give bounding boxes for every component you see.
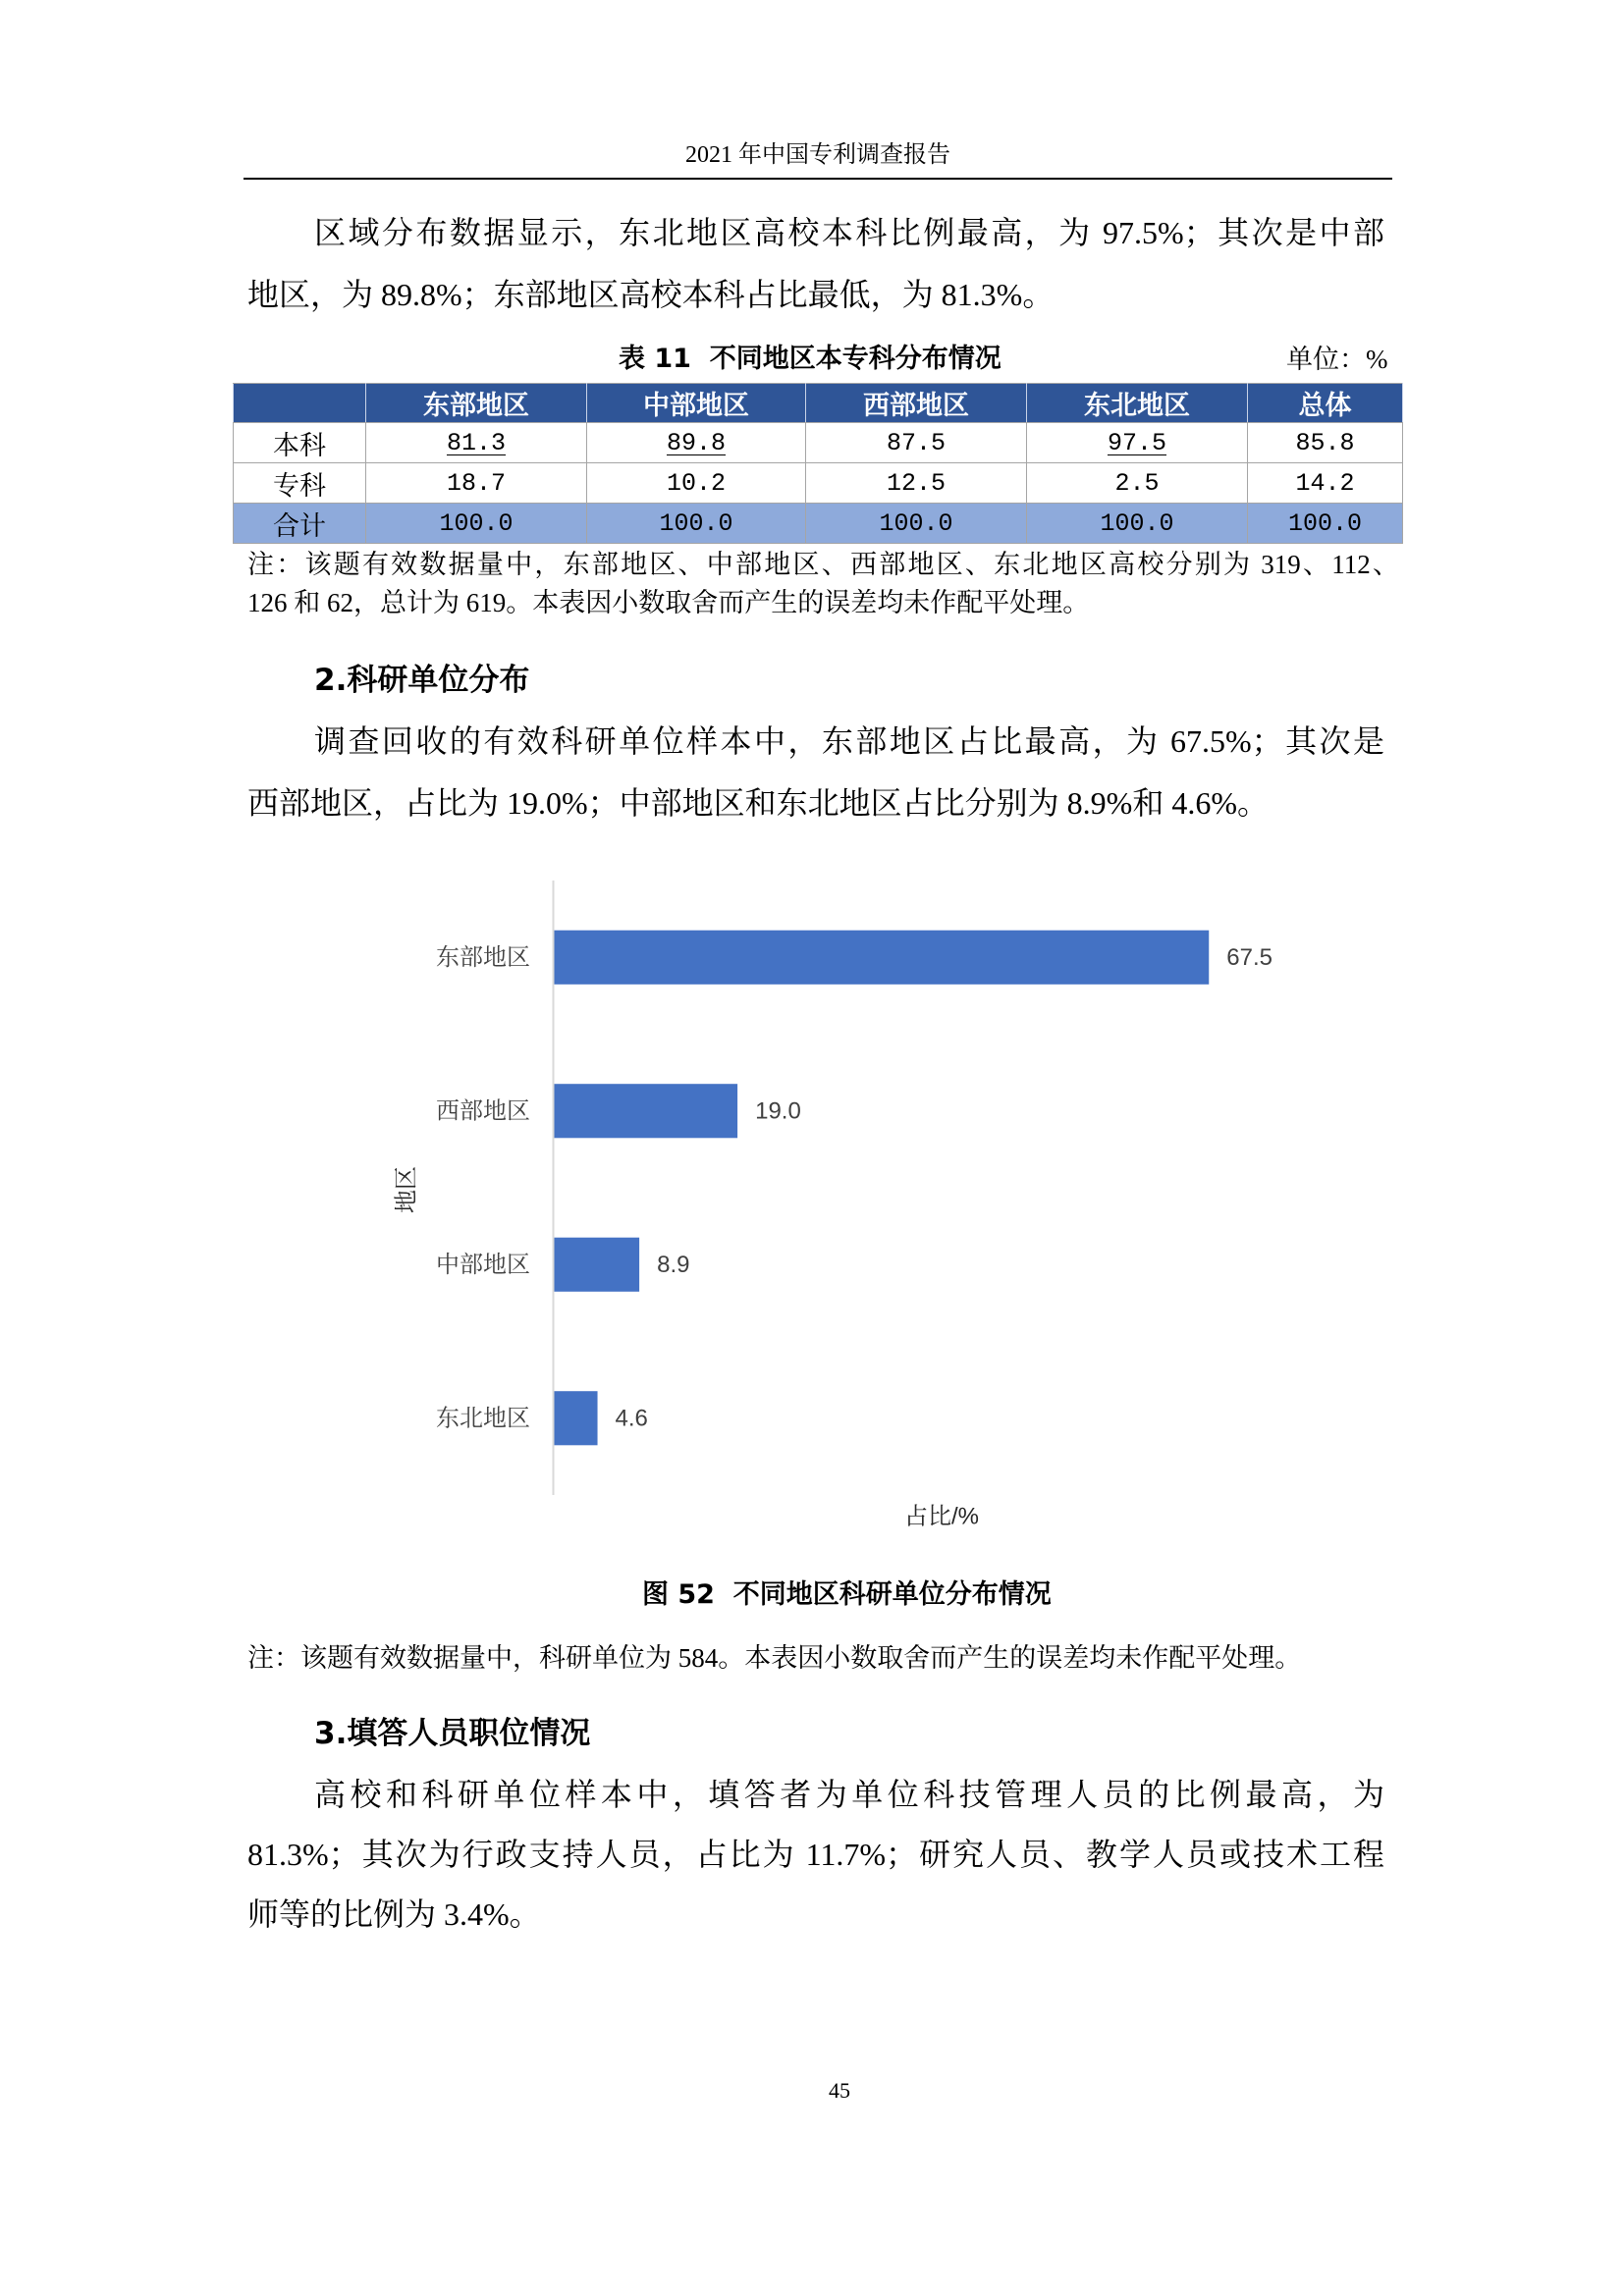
paragraph-line: 地区，为 89.8%；东部地区高校本科占比最低，为 81.3%。 — [247, 277, 1055, 312]
note-line: 注：该题有效数据量中，东部地区、中部地区、西部地区、东北地区高校分别为 319、112、 — [247, 550, 1399, 579]
column-header: 总体 — [1248, 384, 1403, 423]
table-cell: 100.0 — [587, 504, 806, 544]
paragraph-line: 高校和科研单位样本中，填答者为单位科技管理人员的比例最高，为 — [314, 1777, 1384, 1812]
body-paragraph — [247, 202, 1384, 326]
table-cell: 2.5 — [1027, 463, 1248, 504]
table-unit-label: 单位：% — [1286, 345, 1388, 374]
note-line: 注：该题有效数据量中，科研单位为 584。本表因小数取舍而产生的误差均未作配平处理。 — [247, 1643, 1302, 1673]
table-cell: 89.8 — [666, 428, 726, 457]
column-header: 中部地区 — [587, 384, 806, 423]
paragraph-line: 81.3%；其次为行政支持人员，占比为 11.7%；研究人员、教学人员或技术工程 — [247, 1837, 1384, 1872]
paragraph-line: 师等的比例为 3.4%。 — [247, 1896, 541, 1932]
body-paragraph — [247, 711, 1384, 834]
table-header-row — [234, 384, 1403, 423]
row-label: 合计 — [234, 504, 366, 544]
table-cell: 18.7 — [366, 463, 587, 504]
table-row — [234, 423, 1403, 463]
table-cell: 81.3 — [446, 428, 506, 457]
table-total-row — [234, 504, 1403, 544]
header-rule — [244, 178, 1392, 180]
table-cell: 10.2 — [587, 463, 806, 504]
data-label-3: 8.9 — [657, 1251, 690, 1278]
y-axis-title: 地区 — [393, 1166, 420, 1213]
table-cell: 100.0 — [1248, 504, 1403, 544]
data-label-1: 67.5 — [1226, 943, 1272, 971]
category-label-3: 中部地区 — [436, 1251, 530, 1278]
table-cell: 12.5 — [806, 463, 1027, 504]
section-heading: 2.科研单位分布 — [314, 663, 530, 698]
paragraph-line: 调查回收的有效科研单位样本中，东部地区占比最高，为 67.5%；其次是 — [314, 723, 1384, 759]
row-label: 本科 — [234, 423, 366, 463]
bar-4 — [555, 1391, 598, 1445]
column-header: 东北地区 — [1027, 384, 1248, 423]
table-cell: 100.0 — [1027, 504, 1248, 544]
category-label-2: 西部地区 — [436, 1097, 530, 1125]
table-cell: 85.8 — [1295, 428, 1355, 457]
column-header: 东部地区 — [366, 384, 587, 423]
table-note — [247, 546, 1399, 622]
table-cell: 14.2 — [1248, 463, 1403, 504]
column-header: 西部地区 — [806, 384, 1027, 423]
table-caption: 表 11 不同地区本专科分布情况 — [619, 344, 1001, 374]
paragraph-line: 区域分布数据显示，东北地区高校本科比例最高，为 97.5%；其次是中部 — [314, 215, 1384, 250]
running-header: 2021 年中国专利调查报告 — [685, 142, 950, 168]
section-heading: 3.填答人员职位情况 — [314, 1716, 591, 1751]
bar-series — [436, 931, 1272, 1446]
table-cell: 100.0 — [366, 504, 587, 544]
row-label: 专科 — [234, 463, 366, 504]
table-corner-cell — [234, 384, 366, 423]
table-cell: 100.0 — [806, 504, 1027, 544]
bar-2 — [555, 1084, 738, 1138]
table-cell: 97.5 — [1107, 428, 1166, 457]
note-line: 126 和 62，总计为 619。本表因小数取舍而产生的误差均未作配平处理。 — [247, 588, 1090, 617]
body-paragraph — [247, 1765, 1384, 1945]
bar-3 — [555, 1238, 640, 1292]
table-cell: 87.5 — [886, 428, 946, 457]
page-number: 45 — [829, 2078, 850, 2103]
category-label-4: 东北地区 — [436, 1405, 530, 1432]
data-label-2: 19.0 — [755, 1097, 801, 1125]
paragraph-line: 西部地区，占比为 19.0%；中部地区和东北地区占比分别为 8.9%和 4.6%。 — [247, 785, 1269, 821]
bar-chart — [0, 864, 1624, 1551]
table-11 — [233, 383, 1403, 544]
bar-1 — [555, 931, 1210, 985]
data-label-4: 4.6 — [615, 1405, 648, 1432]
category-label-1: 东部地区 — [436, 943, 530, 971]
figure-note — [247, 1639, 1399, 1678]
figure-caption: 图 52 不同地区科研单位分布情况 — [642, 1579, 1052, 1610]
x-axis-title: 占比/% — [903, 1503, 980, 1530]
table-row — [234, 463, 1403, 504]
